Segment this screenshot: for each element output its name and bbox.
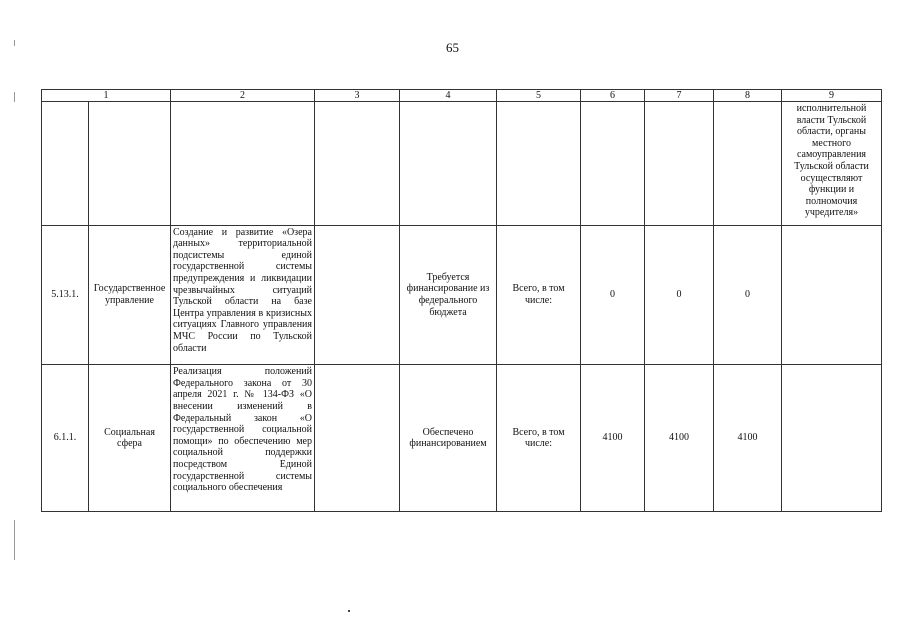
cell-empty <box>714 102 782 226</box>
col3-cell <box>315 365 400 512</box>
header-cell-6: 6 <box>581 90 645 102</box>
col9-cell <box>782 365 882 512</box>
header-cell-7: 7 <box>645 90 714 102</box>
program-table <box>41 89 882 512</box>
cell-empty <box>315 102 400 226</box>
cell-empty <box>581 102 645 226</box>
total-cell: Всего, в том числе: <box>497 365 581 512</box>
description-cell <box>171 225 315 365</box>
table-header-row <box>42 90 882 102</box>
header-cell-1: 1 <box>42 90 171 102</box>
value-col7-cell: 4100 <box>645 365 714 512</box>
row-number-cell: 6.1.1. <box>42 365 89 512</box>
cell-empty <box>42 102 89 226</box>
header-cell-3: 3 <box>315 90 400 102</box>
value-col7-cell: 0 <box>645 225 714 365</box>
page-number: 65 <box>446 40 459 55</box>
scan-speck <box>14 520 15 560</box>
cell-empty <box>400 102 497 226</box>
total-cell: Всего, в том числе: <box>497 225 581 365</box>
description-text: Реализация положений Федерального закона от 30 апреля 2021 г. № 134-ФЗ «О внесении изменений в Федеральный закон «О государственной социальной помощи» по обеспечению мер социальной поддержки посредством Единой государственной системы социального обеспечения <box>173 366 312 494</box>
description-cell <box>171 365 315 512</box>
table-row-continuation <box>42 102 882 226</box>
sphere-cell: Социальная сфера <box>89 365 171 512</box>
description-text: Создание и развитие «Озера данных» территориальной подсистемы единой государственной системы предупреждения и ликвидации чрезвычайных ситуаций Тульской области на базе Центра управления в кризисных ситуациях Главного управления МЧС России по Тульской области <box>173 226 312 354</box>
cell-empty <box>171 102 315 226</box>
cell-empty <box>645 102 714 226</box>
cell-empty <box>89 102 171 226</box>
table-row <box>42 225 882 365</box>
header-cell-4: 4 <box>400 90 497 102</box>
status-cell: Обеспечено финансированием <box>400 365 497 512</box>
continuation-col9-cell: исполнительной власти Тульской области, органы местного самоуправления Тульской области осуществляют функции и полномочия учредителя» <box>782 102 882 226</box>
status-cell: Требуется финансирование из федерального бюджета <box>400 225 497 365</box>
header-cell-5: 5 <box>497 90 581 102</box>
header-cell-9: 9 <box>782 90 882 102</box>
value-col8-cell: 4100 <box>714 365 782 512</box>
scan-speck <box>14 40 15 46</box>
header-cell-8: 8 <box>714 90 782 102</box>
value-col6-cell: 4100 <box>581 365 645 512</box>
header-cell-2: 2 <box>171 90 315 102</box>
value-col6-cell: 0 <box>581 225 645 365</box>
cell-empty <box>497 102 581 226</box>
scan-speck <box>348 610 350 612</box>
scan-speck <box>14 92 15 102</box>
table-row <box>42 365 882 512</box>
col3-cell <box>315 225 400 365</box>
col9-cell <box>782 225 882 365</box>
value-col8-cell: 0 <box>714 225 782 365</box>
row-number-cell: 5.13.1. <box>42 225 89 365</box>
sphere-cell: Государственное управление <box>89 225 171 365</box>
